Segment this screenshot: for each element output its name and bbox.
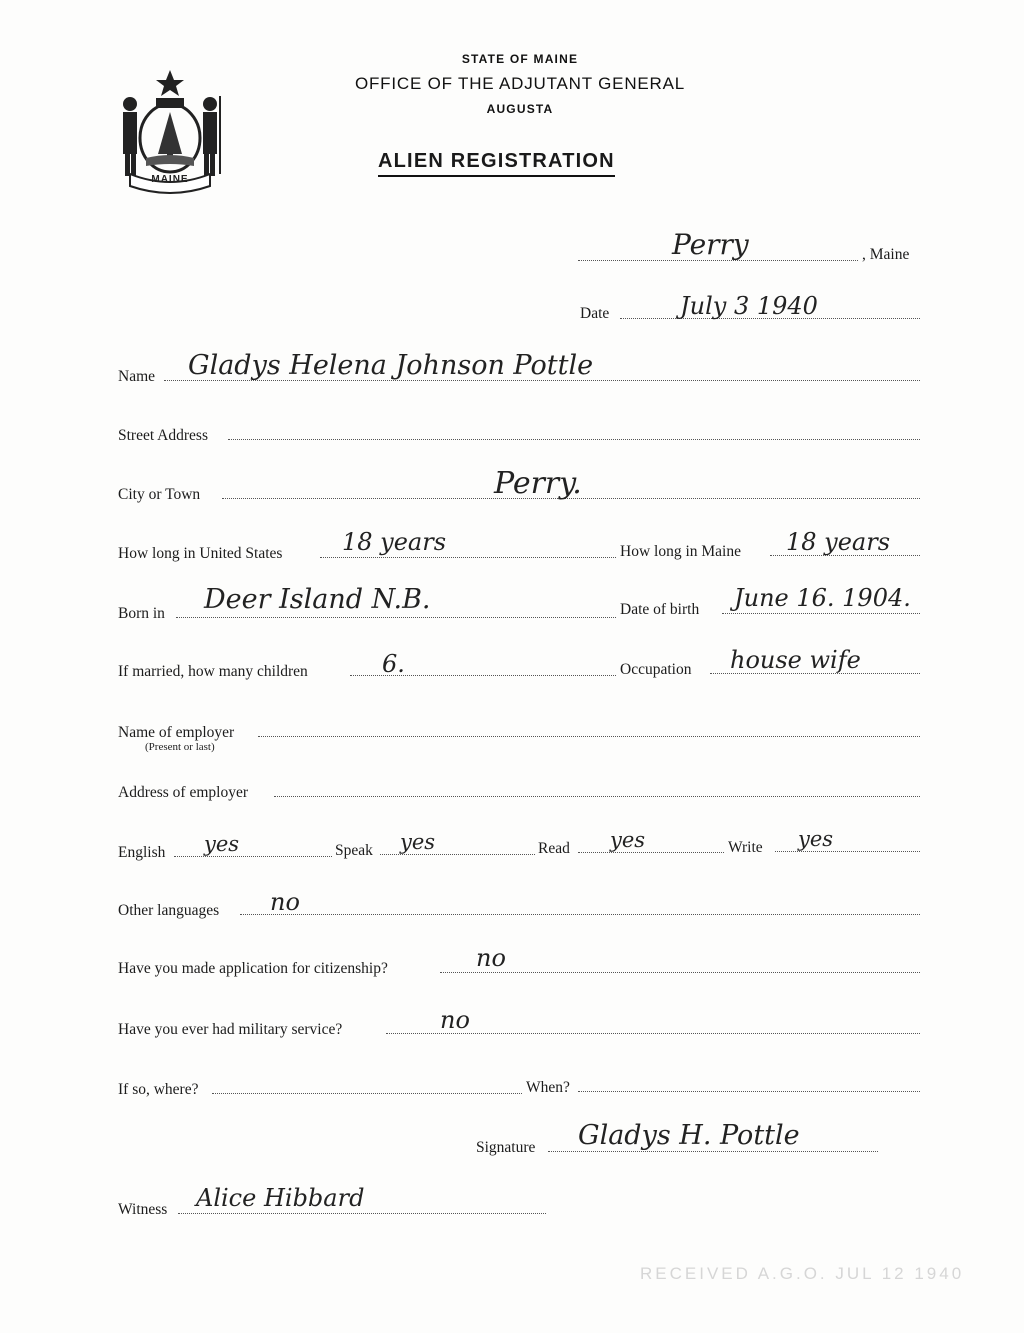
when-label: When?: [526, 1079, 570, 1096]
children-label: If married, how many children: [118, 663, 308, 680]
name-value[interactable]: Gladys Helena Johnson Pottle: [188, 350, 594, 381]
office-heading: OFFICE OF THE ADJUTANT GENERAL: [354, 74, 686, 93]
how-long-us-line: [320, 557, 616, 558]
other-languages-label: Other languages: [118, 902, 220, 919]
other-languages-value[interactable]: no: [270, 888, 300, 916]
street-label: Street Address: [118, 427, 208, 444]
english-label: English: [118, 844, 166, 861]
write-value[interactable]: yes: [798, 827, 834, 851]
write-label: Write: [728, 839, 763, 856]
write-line: [775, 851, 920, 852]
maine-label: , Maine: [862, 246, 910, 263]
speak-value[interactable]: yes: [400, 830, 436, 854]
where-label: If so, where?: [118, 1081, 199, 1098]
witness-value[interactable]: Alice Hibbard: [196, 1184, 365, 1212]
date-label: Date: [580, 305, 610, 322]
how-long-maine-value[interactable]: 18 years: [786, 528, 891, 556]
signature-label: Signature: [476, 1139, 536, 1156]
born-in-value[interactable]: Deer Island N.B.: [204, 584, 431, 615]
dob-line: [722, 613, 920, 614]
english-value[interactable]: yes: [204, 832, 240, 856]
date-value[interactable]: July 3 1940: [680, 292, 818, 320]
speak-line: [380, 854, 535, 855]
seal-label: MAINE: [151, 174, 189, 185]
witness-label: Witness: [118, 1201, 168, 1218]
street-line: [228, 439, 920, 440]
how-long-maine-label: How long in Maine: [620, 543, 741, 560]
dob-label: Date of birth: [620, 601, 700, 618]
speak-label: Speak: [335, 842, 373, 859]
military-value[interactable]: no: [440, 1006, 470, 1034]
employer-line: [258, 736, 920, 737]
signature-value[interactable]: Gladys H. Pottle: [578, 1120, 800, 1151]
citizenship-label: Have you made application for citizenship?: [118, 960, 388, 977]
children-value[interactable]: 6.: [382, 650, 405, 678]
form-title: ALIEN REGISTRATION: [378, 150, 615, 177]
where-line: [212, 1093, 522, 1094]
when-line: [578, 1091, 920, 1092]
employer-sub-label: (Present or last): [145, 741, 215, 753]
signature-line: [548, 1151, 878, 1152]
citizenship-line: [440, 972, 920, 973]
read-line: [578, 852, 724, 853]
how-long-us-label: How long in United States: [118, 545, 283, 562]
city-heading: AUGUSTA: [486, 102, 554, 116]
employer-address-line: [274, 796, 920, 797]
name-label: Name: [118, 368, 156, 385]
occupation-value[interactable]: house wife: [730, 646, 861, 674]
dob-value[interactable]: June 16. 1904.: [734, 584, 911, 612]
military-label: Have you ever had military service?: [118, 1021, 343, 1038]
received-stamp: RECEIVED A.G.O. JUL 12 1940: [640, 1264, 965, 1283]
how-long-us-value[interactable]: 18 years: [342, 528, 447, 556]
state-heading: STATE OF MAINE: [461, 52, 579, 66]
employer-address-label: Address of employer: [118, 784, 248, 801]
english-line: [174, 856, 332, 857]
occupation-label: Occupation: [620, 661, 692, 678]
born-in-label: Born in: [118, 605, 165, 622]
citizenship-value[interactable]: no: [476, 944, 506, 972]
city-label: City or Town: [118, 486, 201, 503]
other-languages-line: [240, 914, 920, 915]
witness-line: [178, 1213, 546, 1214]
read-label: Read: [538, 840, 570, 857]
city-value[interactable]: Perry.: [494, 466, 582, 501]
employer-label: Name of employer: [118, 724, 235, 741]
town-value[interactable]: Perry: [672, 228, 749, 261]
read-value[interactable]: yes: [610, 828, 646, 852]
born-in-line: [176, 617, 616, 618]
